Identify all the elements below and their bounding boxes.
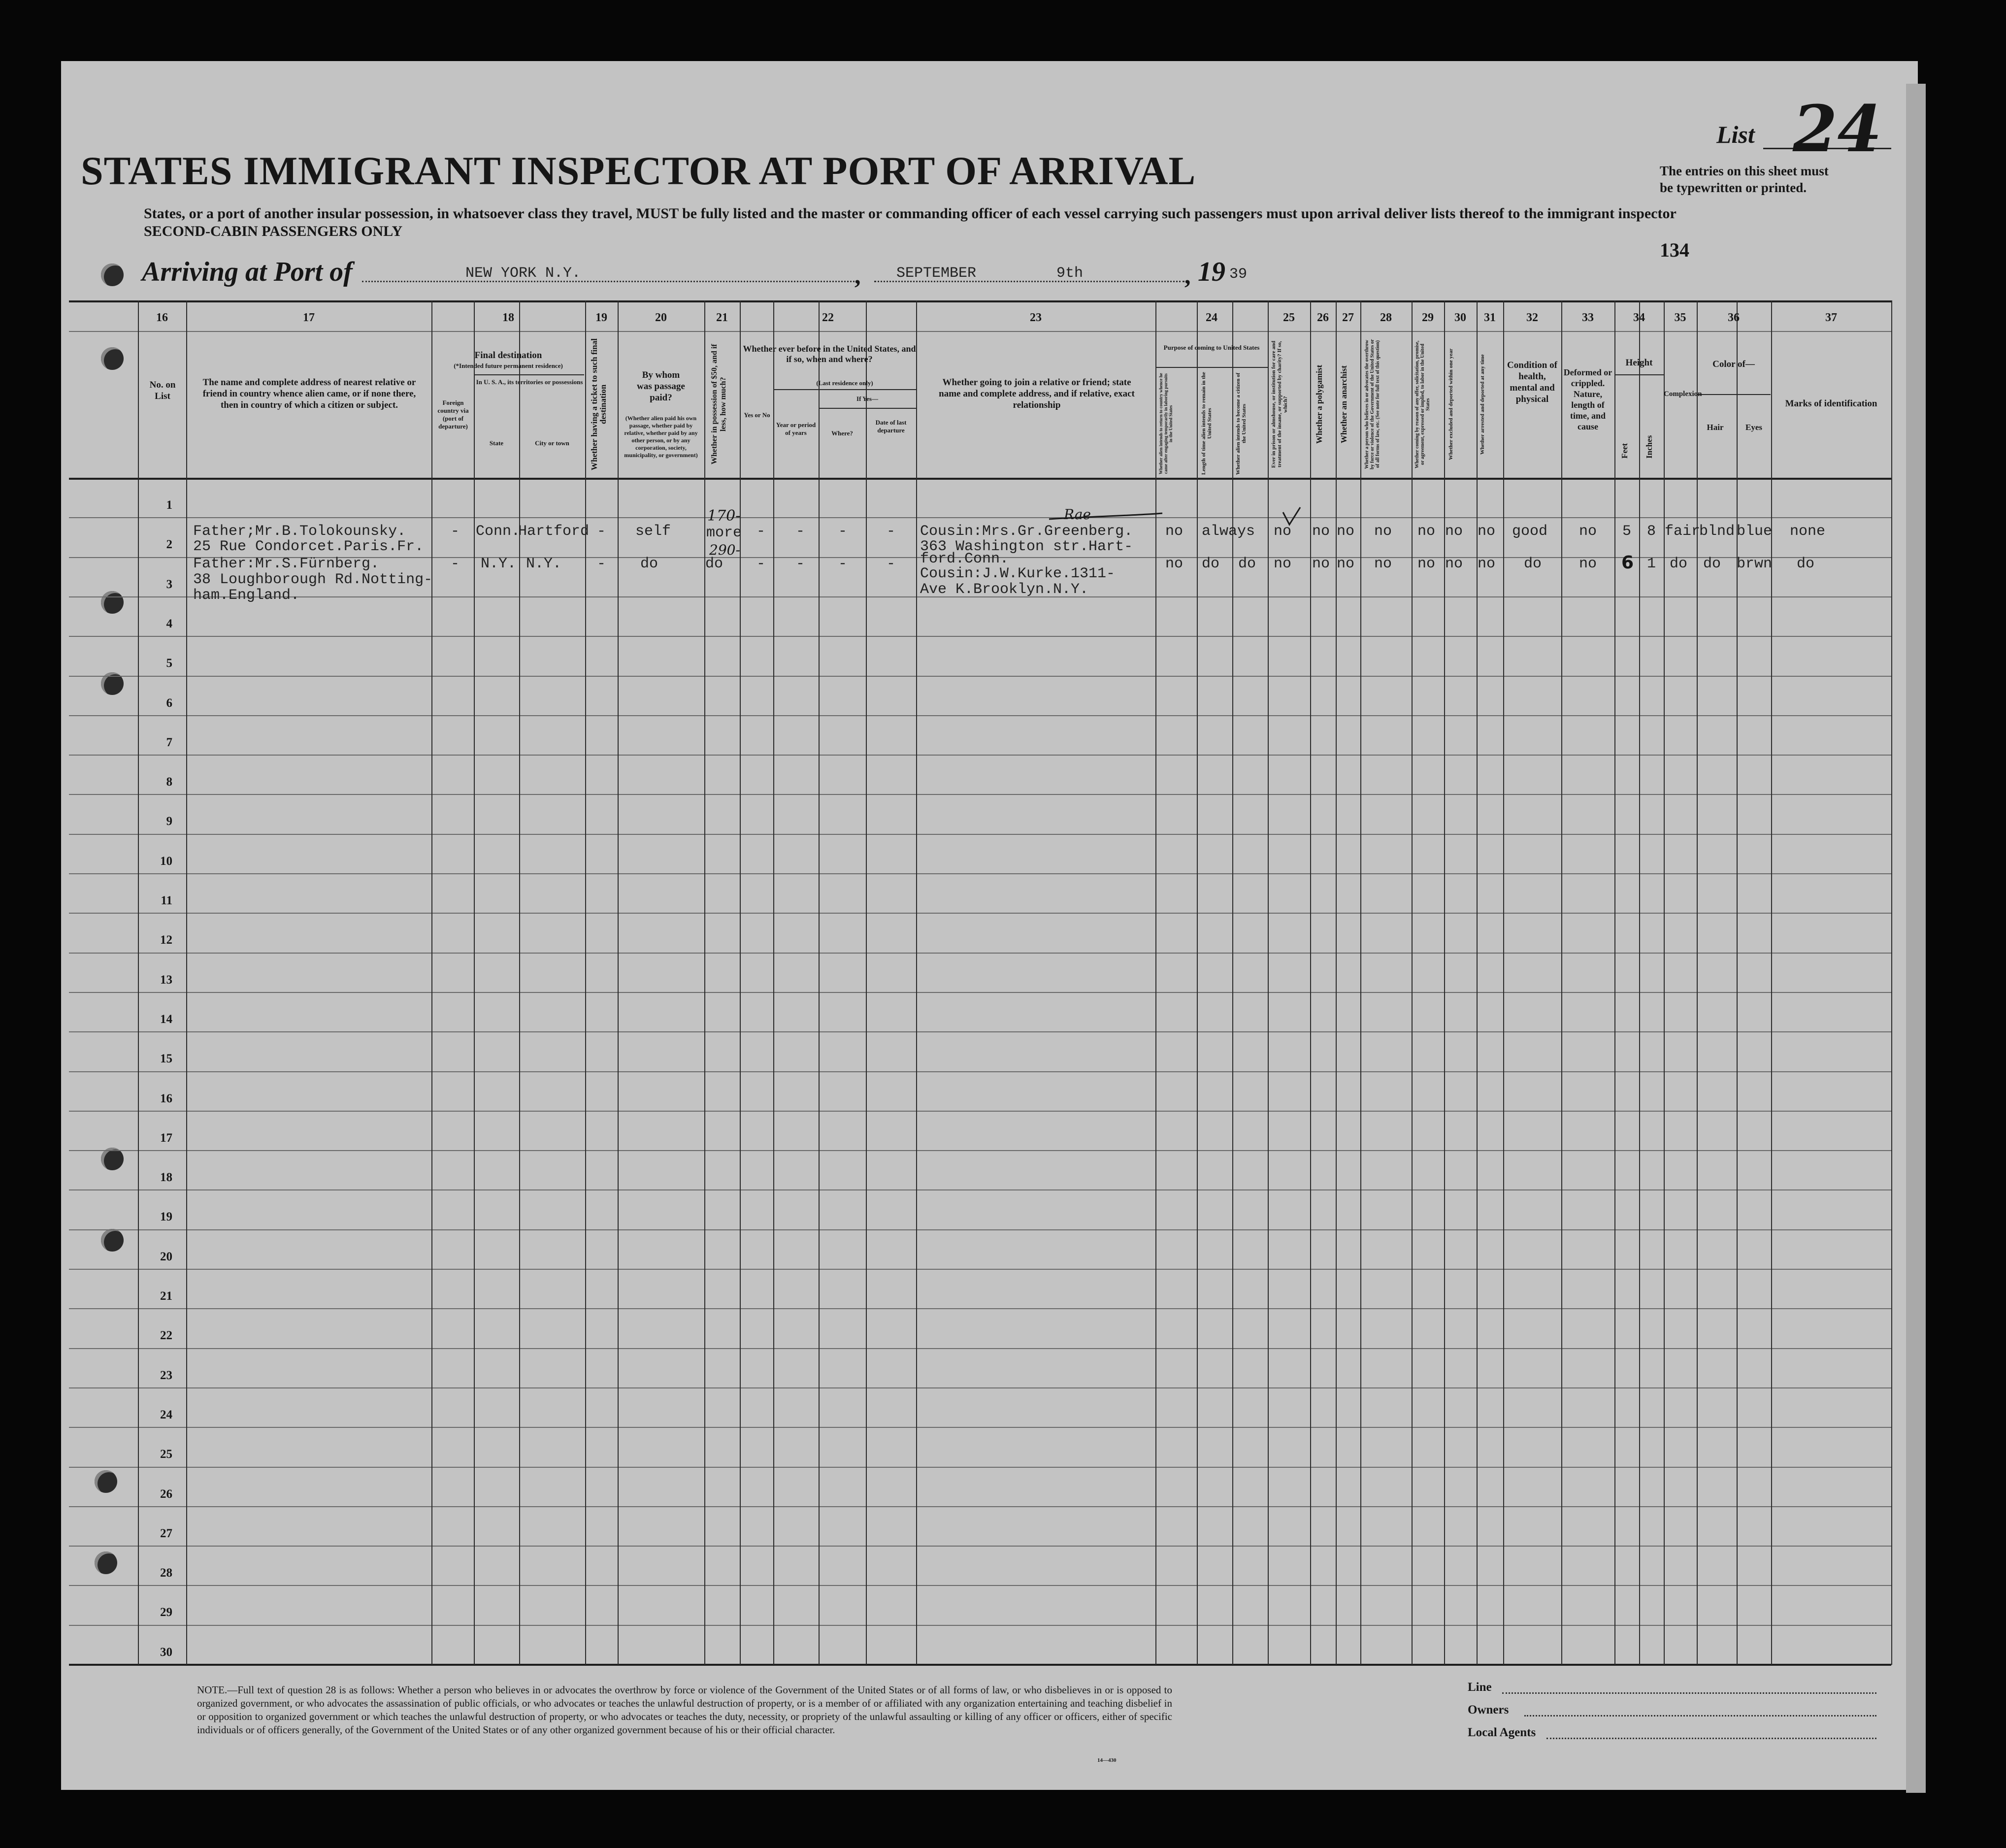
column-number: 19 [595, 311, 607, 324]
entry-2-inches: 1 [1647, 556, 1656, 572]
entry-1-foreign: - [451, 523, 460, 540]
column-number: 30 [1454, 311, 1466, 324]
entry-1-years: - [796, 523, 805, 540]
row-line [69, 1031, 1891, 1032]
entry-1-health: good [1512, 523, 1548, 540]
row-number: 22 [160, 1329, 172, 1343]
row-number: 2 [166, 538, 172, 552]
entry-1-return: no [1165, 523, 1184, 540]
column-number: 27 [1342, 311, 1354, 324]
entry-1-join-line2: 363 Washington str.Hart- [920, 538, 1133, 555]
handwritten-strokes [69, 300, 1891, 645]
header-fifty-dollars: Whether in possession of $50, and if less, how much? [710, 344, 727, 465]
row-number: 15 [160, 1052, 172, 1066]
entry-1-relative-line1: Father;Mr.B.Tolokounsky. [193, 523, 406, 540]
row-number: 29 [160, 1606, 172, 1619]
row-number: 6 [166, 696, 172, 710]
entry-1-ticket: - [597, 523, 606, 540]
entry-2-polygamist: no [1312, 556, 1330, 572]
header-passage-paid-sub: (Whether alien paid his own passage, whether paid by relative, whether paid by any other person, or by any corporation, society, municipality, or government) [624, 415, 698, 459]
header-purpose-length: Length of time alien intends to remain in the United States [1201, 372, 1213, 475]
month-value: SEPTEMBER [896, 265, 977, 282]
row-number: 19 [160, 1210, 172, 1224]
entry-2-return: no [1165, 556, 1184, 572]
header-labor-offer: Whether coming by reason of any offer, solicitation, promise, or agreement, expressed or implied, to labor in the United States [1414, 340, 1431, 468]
entry-1-join-line1: Cousin:Mrs.Gr.Greenberg. [920, 523, 1133, 540]
entry-2-marks: do [1797, 556, 1815, 572]
row-number: 10 [160, 854, 172, 868]
entry-1-join-line3: ford.Conn. [920, 551, 1009, 567]
column-number: 18 [502, 311, 514, 324]
row-number: 20 [160, 1250, 172, 1263]
entry-1-before: - [756, 523, 766, 540]
header-ever-before-sub: (Last residence only) [816, 379, 873, 387]
header-marks: Marks of identification [1785, 398, 1877, 409]
header-arrested: Whether arrested and deported at any time [1480, 354, 1485, 455]
header-state: State [489, 439, 504, 447]
header-hair: Hair [1707, 423, 1724, 432]
entry-2-prison: no [1274, 556, 1292, 572]
row-line [69, 1111, 1891, 1112]
column-number: 36 [1728, 311, 1740, 324]
entry-2-city: N.Y. [526, 556, 562, 572]
entry-1-paid-by: self [635, 523, 671, 540]
entry-2-paid-by: do [640, 556, 658, 572]
column-number: 26 [1317, 311, 1329, 324]
page-title: STATES IMMIGRANT INSPECTOR AT PORT OF ARRIVAL [81, 148, 1196, 193]
entry-2-relative-line1: Father:Mr.S.Fürnberg. [193, 556, 380, 572]
header-health: Condition of health, mental and physical [1507, 360, 1557, 404]
entry-1-length: always [1202, 523, 1255, 540]
header-excluded: Whether excluded and deported within one year [1448, 348, 1454, 461]
line-signature-line [1502, 1692, 1876, 1694]
header-where: Where? [831, 429, 853, 437]
column-number: 22 [822, 311, 834, 324]
year-prefix: 19 [1198, 257, 1225, 287]
entry-1-join-handwritten: Rae [1064, 506, 1091, 523]
row-number: 23 [160, 1368, 172, 1382]
column-number: 32 [1526, 311, 1538, 324]
form-number: 14—430 [1097, 1757, 1117, 1763]
entry-1-date: - [887, 523, 896, 540]
header-ever-before: Whether ever before in the United States, and if so, when and where? [743, 344, 916, 364]
entry-2-complexion: do [1670, 556, 1688, 572]
owners-label: Owners [1468, 1703, 1509, 1716]
header-yes-or-no: Yes or No [744, 411, 770, 419]
entry-2-deformed: no [1579, 556, 1597, 572]
entry-1-complexion: fair [1665, 523, 1701, 540]
header-years: Year or period of years [776, 421, 816, 436]
row-number: 17 [160, 1131, 172, 1145]
entry-2-feet: 6 [1621, 553, 1634, 573]
header-date-departure: Date of last departure [875, 419, 907, 434]
row-line [69, 755, 1891, 756]
column-number: 31 [1484, 311, 1496, 324]
row-line [69, 1546, 1891, 1547]
entry-2-years: - [796, 556, 805, 572]
entry-1-money-handwritten: 170- [707, 507, 741, 525]
entry-2-excluded: no [1445, 556, 1463, 572]
header-deformed: Deformed or crippled. Nature, length of time, and cause [1563, 367, 1612, 431]
entry-1-hair: blnd [1699, 523, 1735, 540]
header-prison: Ever in prison or almshouse, or institution for care and treatment of the insane, or supported by charity? If so, which? [1271, 340, 1288, 468]
entry-2-foreign: - [451, 556, 460, 572]
column-number: 25 [1283, 311, 1295, 324]
column-number: 29 [1422, 311, 1434, 324]
row-number: 12 [160, 933, 172, 947]
entry-2-relative-line3: ham.England. [193, 587, 300, 604]
handwritten-underline [1049, 513, 1162, 519]
column-number: 16 [156, 311, 168, 324]
entry-2-before: - [756, 556, 766, 572]
local-agents-label: Local Agents [1468, 1726, 1536, 1739]
row-number: 4 [166, 617, 172, 630]
header-question-28: Whether a person who believes in or advocates the overthrow by force or violence of the Government of the United States or of all forms of law, etc. (See note for full text of this question) [1364, 339, 1381, 470]
header-in-usa: In U. S. A., its territories or possessions [476, 378, 583, 386]
row-number: 7 [166, 735, 172, 749]
states-text: States, or a port of another insular possession, in whatsoever class they travel, MUST be fully listed and the master or commanding officer of each vessel carrying such passengers must upon arrival deliver lists thereof to the immigrant inspector [144, 205, 1677, 222]
row-line [69, 834, 1891, 835]
header-if-yes: If Yes— [856, 395, 878, 402]
list-number: 24 [1793, 91, 1882, 166]
entry-2-eyes: brwn [1737, 556, 1773, 572]
entry-1-eyes: blue [1737, 523, 1773, 540]
entry-1-inches: 8 [1647, 523, 1656, 540]
entry-1-prison: no [1274, 523, 1292, 540]
entry-2-date: - [887, 556, 896, 572]
entry-1-feet: 5 [1622, 523, 1632, 540]
entry-2-state: N.Y. [481, 556, 517, 572]
list-label: List [1716, 121, 1755, 148]
row-line [69, 1189, 1891, 1190]
header-join-relative: Whether going to join a relative or friend; state name and complete address, and if relative, exact relationship [939, 377, 1135, 410]
header-final-destination: Final destination [474, 350, 542, 361]
header-foreign-country: Foreign country via (port of departure) [437, 399, 469, 430]
row-line [69, 1506, 1891, 1507]
column-number: 35 [1674, 311, 1686, 324]
entry-2-money: do [705, 556, 723, 572]
column-number: 21 [716, 311, 728, 324]
year-comma: , [1184, 262, 1191, 289]
entry-2-hair: do [1703, 556, 1721, 572]
column-number: 33 [1582, 311, 1594, 324]
entry-1-money: more [706, 525, 742, 541]
row-line [69, 1427, 1891, 1428]
row-number: 18 [160, 1171, 172, 1185]
entry-1-arrested: no [1478, 523, 1496, 540]
row-number: 28 [160, 1566, 172, 1580]
typewritten-instruction [1660, 163, 1829, 196]
entry-2-arrested: no [1478, 556, 1496, 572]
row-line [69, 1625, 1891, 1626]
row-line [69, 676, 1891, 677]
entry-2-offer: no [1417, 556, 1436, 572]
header-purpose-citizen: Whether alien intends to become a citizen of the United States [1235, 372, 1247, 475]
day-value: 9th [1056, 265, 1084, 282]
instruction-line: be typewritten or printed. [1660, 180, 1807, 195]
row-number: 13 [160, 973, 172, 987]
row-line [69, 1467, 1891, 1468]
handwritten-tick [1283, 507, 1300, 525]
row-line [69, 1387, 1891, 1388]
row-line [69, 992, 1891, 993]
header-height: Height [1625, 358, 1653, 368]
row-line [69, 1150, 1891, 1151]
row-number: 1 [166, 498, 172, 512]
year-suffix: 39 [1229, 266, 1248, 283]
entry-2-join-line1: Cousin:J.W.Kurke.1311- [920, 565, 1116, 582]
row-number: 9 [166, 815, 172, 828]
port-value: NEW YORK N.Y. [465, 265, 581, 282]
row-line [69, 715, 1891, 716]
port-line [362, 281, 855, 282]
agents-signature-line [1546, 1738, 1876, 1739]
instruction-line: The entries on this sheet must [1660, 164, 1829, 178]
column-number: 28 [1380, 311, 1392, 324]
row-line [69, 1269, 1891, 1270]
header-polygamist: Whether a polygamist [1315, 364, 1324, 444]
entry-2-relative-line2: 38 Loughborough Rd.Notting- [193, 571, 433, 588]
entry-1-q28: no [1374, 523, 1392, 540]
entry-2-ticket: - [597, 556, 606, 572]
column-number: 23 [1030, 311, 1042, 324]
header-nearest-relative: The name and complete address of nearest relative or friend in country whence alien came, or if none there, then in country of which a citizen or subject. [202, 377, 416, 410]
entry-1-state: Conn. [476, 523, 521, 540]
entry-1-deformed: no [1579, 523, 1597, 540]
column-number: 17 [303, 311, 315, 324]
row-number: 26 [160, 1487, 172, 1501]
row-line [69, 794, 1891, 795]
entry-1-where: - [838, 523, 848, 540]
entry-2-length: do [1202, 556, 1220, 572]
row-number: 21 [160, 1289, 172, 1303]
entry-1-marks: none [1790, 523, 1826, 540]
column-divider [1891, 300, 1892, 1665]
header-purpose: Purpose of coming to United States [1163, 344, 1260, 351]
entry-1-anarchist: no [1337, 523, 1355, 540]
entry-2-money-handwritten: 290- [709, 542, 740, 558]
row-number: 24 [160, 1408, 172, 1421]
row-number: 5 [166, 657, 172, 670]
row-line [69, 953, 1891, 954]
row-line [69, 1308, 1891, 1309]
header-final-destination-sub: (*Intended future permanent residence) [454, 362, 563, 369]
row-line [69, 1229, 1891, 1230]
table-bottom-border [69, 1664, 1891, 1666]
passenger-manifest-table [69, 300, 1891, 1665]
date-comma: , [855, 262, 861, 289]
second-cabin-label: SECOND-CABIN PASSENGERS ONLY [144, 223, 403, 239]
row-line [69, 1348, 1891, 1349]
header-inches: Inches [1644, 435, 1654, 459]
row-number: 3 [166, 577, 172, 591]
header-ticket: Whether having a ticket to such final destination [590, 338, 608, 470]
entry-2-citizen: do [1238, 556, 1256, 572]
underlying-sheet-edge [1906, 84, 1926, 1793]
arriving-label: Arriving at Port of [142, 257, 353, 287]
row-line [69, 873, 1891, 874]
row-number: 16 [160, 1091, 172, 1105]
header-no-on-list: No. on List [149, 380, 176, 401]
entry-1-relative-line2: 25 Rue Condorcet.Paris.Fr. [193, 538, 424, 555]
punch-hole-icon [101, 264, 124, 286]
row-number: 14 [160, 1012, 172, 1026]
column-number: 34 [1633, 311, 1645, 324]
listing-requirement [144, 205, 1677, 240]
entry-2-q28: no [1374, 556, 1392, 572]
row-line [69, 913, 1891, 914]
row-number: 8 [166, 775, 172, 789]
row-number: 30 [160, 1645, 172, 1659]
entry-1-city: Hartford [518, 523, 590, 540]
owners-signature-line [1524, 1715, 1876, 1716]
header-complexion: Complexion [1664, 390, 1702, 398]
question-28-note: NOTE.—Full text of question 28 is as follows: Whether a person who believes in or advocates the overthrow by force or violence of the Government of the United States or of all forms of law, or who disbelieves in or is opposed to organized government, or who advocates the assassination of public officials, or who advocates or teaches the unlawful destruction of property, or is a member of or affiliated with any organization entertaining and teaching disbelief in or opposition to organized government or which teaches the unlawful destruction of property, or who advocates or teaches the duty, necessity, or propriety of the unlawful assaulting or killing of any officer or officers, either of specific individuals or of officers generally, of the Government of the United States or of any other organized government because of his or their official character. [197, 1684, 1172, 1736]
row-number: 27 [160, 1526, 172, 1540]
entry-1-excluded: no [1445, 523, 1463, 540]
row-number: 25 [160, 1448, 172, 1461]
header-purpose-return: Whether alien intends to return to country whence he came after engaging temporarily in laboring pursuits in the United States [1158, 373, 1173, 474]
row-line [69, 1071, 1891, 1072]
header-anarchist: Whether an anarchist [1339, 365, 1348, 444]
header-city: City or town [535, 439, 569, 447]
header-color: Color of— [1712, 359, 1755, 369]
entry-1-offer: no [1417, 523, 1436, 540]
entry-2-anarchist: no [1337, 556, 1355, 572]
column-number: 20 [655, 311, 667, 324]
row-line [69, 1585, 1891, 1586]
entry-2-join-line2: Ave K.Brooklyn.N.Y. [920, 581, 1089, 598]
sheet-number: 134 [1660, 239, 1689, 261]
entry-2-health: do [1524, 556, 1542, 572]
line-label: Line [1468, 1681, 1492, 1694]
header-passage-paid: By whom was passage paid? [637, 370, 685, 403]
header-eyes: Eyes [1745, 423, 1762, 432]
row-number: 11 [161, 894, 172, 907]
column-number: 24 [1206, 311, 1217, 324]
entry-1-polygamist: no [1312, 523, 1330, 540]
column-number: 37 [1825, 311, 1837, 324]
header-feet: Feet [1620, 443, 1629, 459]
entry-2-where: - [838, 556, 848, 572]
